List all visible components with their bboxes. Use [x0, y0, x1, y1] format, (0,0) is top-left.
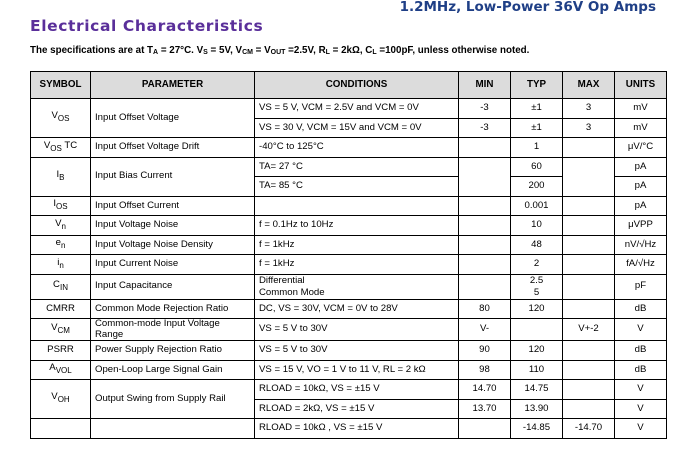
- table-row: [31, 380, 667, 400]
- units-cell: nV/√Hz: [615, 235, 667, 255]
- conditions-cell: VS = 15 V, VO = 1 V to 11 V, RL = 2 kΩ: [255, 360, 459, 380]
- symbol-cell: $I_{OS}$: [31, 196, 91, 216]
- min-cell: [459, 255, 511, 275]
- symbol-cell: $V_{OS}$ TC: [31, 138, 91, 158]
- table-row: [31, 319, 667, 341]
- parameter-cell: Output Swing from Supply Rail: [91, 380, 255, 419]
- typ-cell: ±1: [511, 118, 563, 138]
- table-row: [31, 299, 667, 319]
- symbol-cell: $V_n$: [31, 216, 91, 236]
- symbol-cell: [31, 419, 91, 439]
- typ-cell: 1: [511, 138, 563, 158]
- parameter-cell: Input Offset Voltage Drift: [91, 138, 255, 158]
- units-cell: dB: [615, 299, 667, 319]
- typ-cell: ±1: [511, 99, 563, 119]
- typ-cell: 10: [511, 216, 563, 236]
- min-cell: [459, 138, 511, 158]
- electrical-characteristics-table: [30, 71, 667, 439]
- table-row: [31, 255, 667, 275]
- symbol-cell: PSRR: [31, 341, 91, 361]
- typ-cell: 14.75: [511, 380, 563, 400]
- typ-cell: 120: [511, 341, 563, 361]
- units-cell: μVPP: [615, 216, 667, 236]
- parameter-cell: Input Current Noise: [91, 255, 255, 275]
- header-max: MAX: [563, 72, 615, 99]
- max-cell: 3: [563, 118, 615, 138]
- parameter-cell: Common Mode Rejection Ratio: [91, 299, 255, 319]
- conditions-cell: Differential Common Mode: [255, 274, 459, 299]
- table-row: [31, 196, 667, 216]
- conditions-cell: RLOAD = 2kΩ, VS = ±15 V: [255, 399, 459, 419]
- table-row: [31, 99, 667, 119]
- units-cell: dB: [615, 341, 667, 361]
- units-cell: V: [615, 419, 667, 439]
- table-row: [31, 157, 667, 177]
- conditions-cell: TA= 27 °C: [255, 157, 459, 177]
- test-conditions-note: The specifications are at $T_A = 27^\circ C$. $V_S = 5V$, $V_{CM} = V_{OUT} =2.5V$, $R_L = 2k\Omega$, $C_L =100pF$, unless otherwise noted.: [30, 45, 530, 56]
- header-typ: TYP: [511, 72, 563, 99]
- conditions-cell: f = 1kHz: [255, 235, 459, 255]
- max-cell: [563, 216, 615, 236]
- header-conditions: CONDITIONS: [255, 72, 459, 99]
- parameter-cell: Input Voltage Noise: [91, 216, 255, 236]
- conditions-cell: [255, 196, 459, 216]
- symbol-cell: $e_n$: [31, 235, 91, 255]
- units-cell: V: [615, 399, 667, 419]
- header-min: MIN: [459, 72, 511, 99]
- parameter-cell: Input Capacitance: [91, 274, 255, 299]
- min-cell: [459, 274, 511, 299]
- table-header-row: [31, 72, 667, 99]
- conditions-cell: RLOAD = 10kΩ , VS = ±15 V: [255, 419, 459, 439]
- units-cell: pA: [615, 196, 667, 216]
- max-cell: [563, 255, 615, 275]
- typ-cell: -14.85: [511, 419, 563, 439]
- max-cell: [563, 399, 615, 419]
- typ-cell: 60: [511, 157, 563, 177]
- max-cell: V+-2: [563, 319, 615, 341]
- max-cell: -14.70: [563, 419, 615, 439]
- table-row: [31, 419, 667, 439]
- min-cell: V-: [459, 319, 511, 341]
- typ-cell: 13.90: [511, 399, 563, 419]
- parameter-cell: Input Offset Voltage: [91, 99, 255, 138]
- typ-cell: 120: [511, 299, 563, 319]
- min-cell: 98: [459, 360, 511, 380]
- conditions-cell: f = 1kHz: [255, 255, 459, 275]
- table-row: [31, 360, 667, 380]
- symbol-cell: $A_{VOL}$: [31, 360, 91, 380]
- min-cell: -3: [459, 118, 511, 138]
- max-cell: [563, 157, 615, 196]
- typ-cell: 200: [511, 177, 563, 197]
- units-cell: mV: [615, 118, 667, 138]
- symbol-cell: $V_{OH}$: [31, 380, 91, 419]
- conditions-cell: DC, VS = 30V, VCM = 0V to 28V: [255, 299, 459, 319]
- min-cell: 90: [459, 341, 511, 361]
- conditions-cell: RLOAD = 10kΩ, VS = ±15 V: [255, 380, 459, 400]
- typ-cell: 110: [511, 360, 563, 380]
- units-cell: pA: [615, 177, 667, 197]
- min-cell: 13.70: [459, 399, 511, 419]
- table-row: [31, 341, 667, 361]
- header-units: UNITS: [615, 72, 667, 99]
- units-cell: fA/√Hz: [615, 255, 667, 275]
- max-cell: 3: [563, 99, 615, 119]
- min-cell: 14.70: [459, 380, 511, 400]
- symbol-cell: $I_B$: [31, 157, 91, 196]
- min-cell: -3: [459, 99, 511, 119]
- max-cell: [563, 274, 615, 299]
- max-cell: [563, 380, 615, 400]
- parameter-cell: [91, 419, 255, 439]
- units-cell: pF: [615, 274, 667, 299]
- symbol-cell: $C_{IN}$: [31, 274, 91, 299]
- conditions-cell: VS = 30 V, VCM = 15V and VCM = 0V: [255, 118, 459, 138]
- parameter-cell: Input Offset Current: [91, 196, 255, 216]
- symbol-cell: $V_{OS}$: [31, 99, 91, 138]
- max-cell: [563, 360, 615, 380]
- symbol-cell: CMRR: [31, 299, 91, 319]
- max-cell: [563, 299, 615, 319]
- conditions-cell: VS = 5 V, VCM = 2.5V and VCM = 0V: [255, 99, 459, 119]
- max-cell: [563, 341, 615, 361]
- conditions-cell: f = 0.1Hz to 10Hz: [255, 216, 459, 236]
- units-cell: pA: [615, 157, 667, 177]
- units-cell: dB: [615, 360, 667, 380]
- header-symbol: SYMBOL: [31, 72, 91, 99]
- conditions-cell: TA= 85 °C: [255, 177, 459, 197]
- parameter-cell: Open-Loop Large Signal Gain: [91, 360, 255, 380]
- conditions-cell: -40°C to 125°C: [255, 138, 459, 158]
- header-parameter: PARAMETER: [91, 72, 255, 99]
- max-cell: [563, 235, 615, 255]
- table-row: [31, 235, 667, 255]
- conditions-cell: VS = 5 V to 30V: [255, 319, 459, 341]
- section-title: Electrical Characteristics: [30, 17, 264, 35]
- min-cell: 80: [459, 299, 511, 319]
- typ-cell: [511, 319, 563, 341]
- units-cell: μV/°C: [615, 138, 667, 158]
- typ-cell: 2: [511, 255, 563, 275]
- min-cell: [459, 196, 511, 216]
- units-cell: mV: [615, 99, 667, 119]
- max-cell: [563, 138, 615, 158]
- units-cell: V: [615, 319, 667, 341]
- min-cell: [459, 419, 511, 439]
- typ-cell: 0.001: [511, 196, 563, 216]
- parameter-cell: Input Voltage Noise Density: [91, 235, 255, 255]
- table-row: [31, 138, 667, 158]
- typ-cell: 2.5 5: [511, 274, 563, 299]
- parameter-cell: Common-mode Input Voltage Range: [91, 319, 255, 341]
- parameter-cell: Input Bias Current: [91, 157, 255, 196]
- max-cell: [563, 196, 615, 216]
- conditions-cell: VS = 5 V to 30V: [255, 341, 459, 361]
- min-cell: [459, 157, 511, 196]
- typ-cell: 48: [511, 235, 563, 255]
- table-row: [31, 274, 667, 299]
- units-cell: V: [615, 380, 667, 400]
- symbol-cell: $V_{CM}$: [31, 319, 91, 341]
- min-cell: [459, 235, 511, 255]
- table-row: [31, 216, 667, 236]
- parameter-cell: Power Supply Rejection Ratio: [91, 341, 255, 361]
- symbol-cell: $i_n$: [31, 255, 91, 275]
- document-header-title: 1.2MHz, Low-Power 36V Op Amps: [399, 0, 656, 15]
- min-cell: [459, 216, 511, 236]
